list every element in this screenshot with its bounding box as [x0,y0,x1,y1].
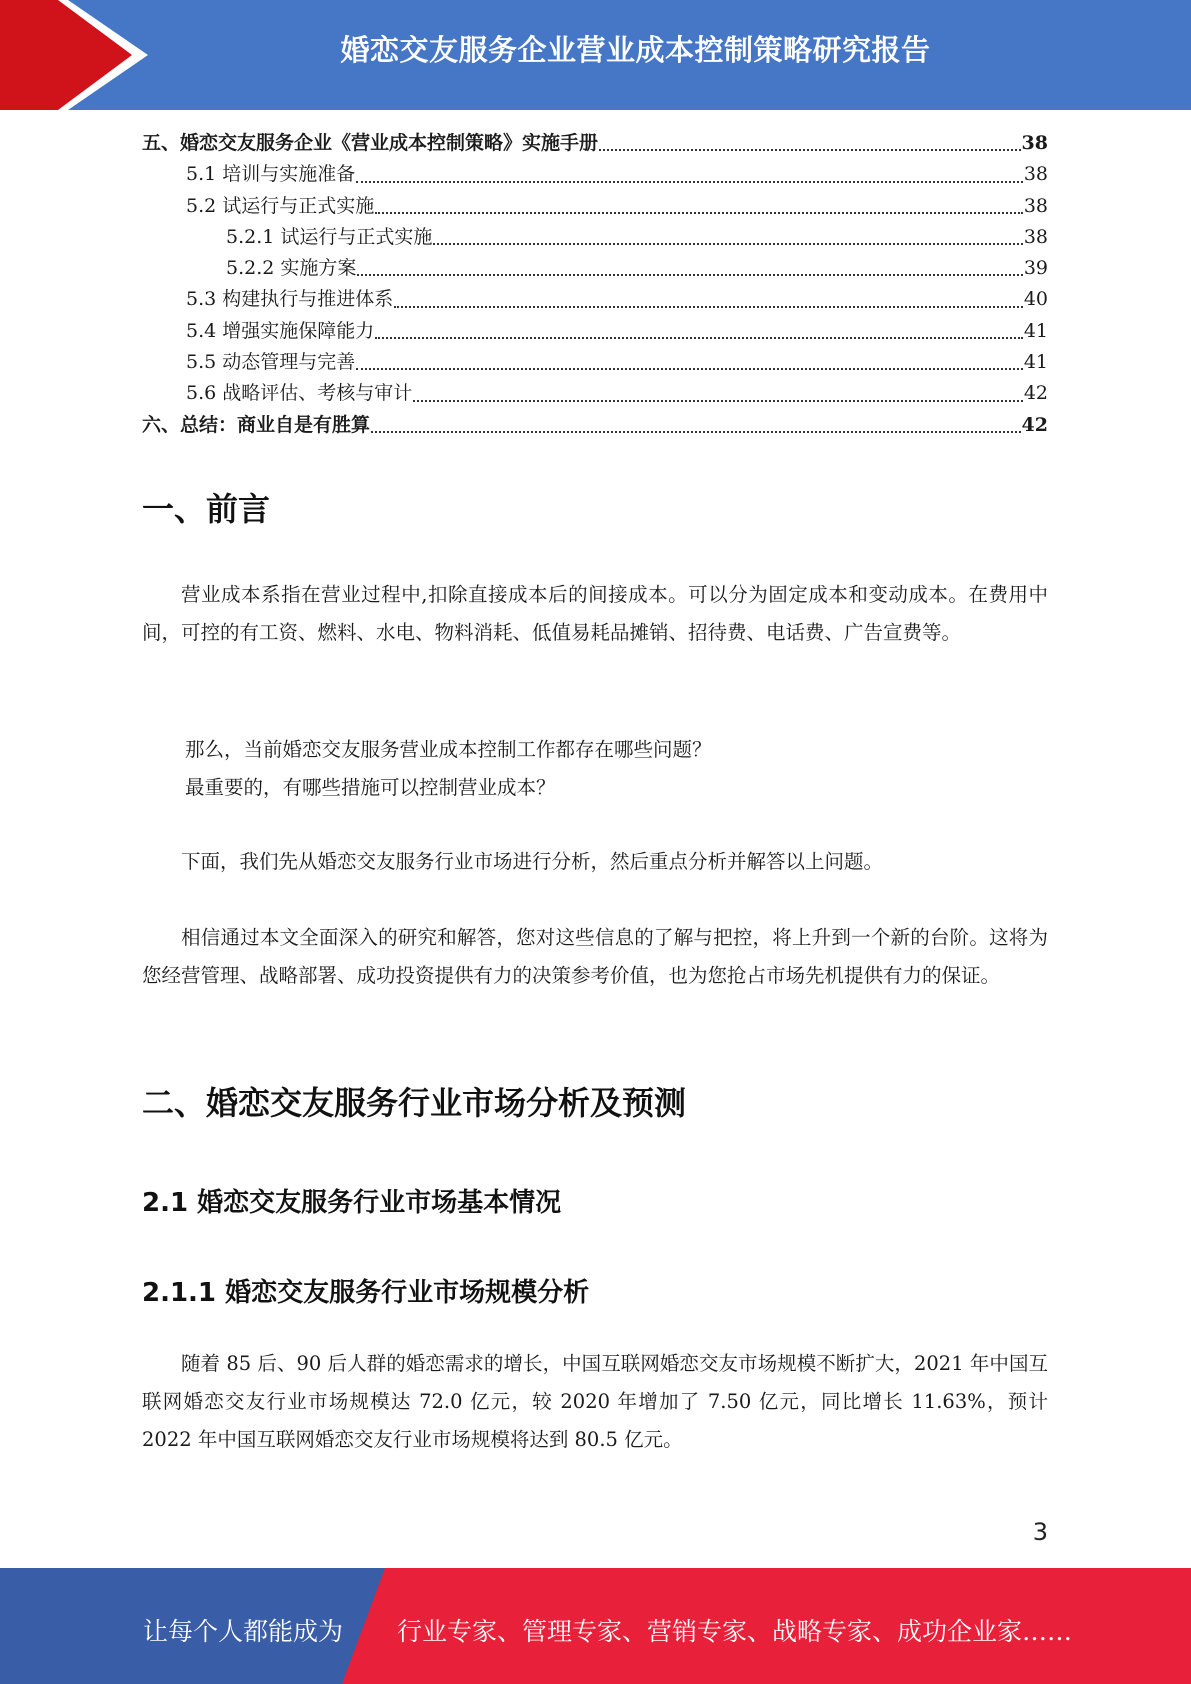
toc-entry-title: 5.3 构建执行与推进体系 [186,288,394,311]
toc-entry-page: 39 [1023,257,1048,280]
toc-entry-page: 38 [1023,194,1048,217]
toc-entry-page: 38 [1023,163,1048,186]
preface-question-2: 最重要的，有哪些措施可以控制营业成本？ [185,776,556,799]
toc-entry-title: 5.4 增强实施保障能力 [186,319,375,342]
toc-entry[interactable] [142,191,1048,222]
footer-slogan-right: 行业专家、管理专家、营销专家、战略专家、成功企业家…… [397,1617,1073,1646]
toc-entry-title: 五、婚恋交友服务企业《营业成本控制策略》实施手册 [142,132,599,154]
toc-entry-title: 5.2.1 试运行与正式实施 [226,225,433,248]
toc-leader-dots [375,337,1023,339]
preface-paragraph-3: 相信通过本文全面深入的研究和解答，您对这些信息的了解与把控，将上升到一个新的台阶。这将为您经营管理、战略部署、成功投资提供有力的决策参考价值，也为您抢占市场先机提供有力的保证。 [142,926,1048,987]
toc-entry-page: 42 [1023,382,1048,405]
toc-leader-dots [375,212,1023,214]
toc-entry-page: 41 [1023,319,1048,342]
toc-leader-dots [413,400,1023,402]
subsection-heading-basic: 2.1 婚恋交友服务行业市场基本情况 [142,1188,562,1218]
footer-slogan-left: 让每个人都能成为 [143,1617,344,1646]
report-title: 婚恋交友服务企业营业成本控制策略研究报告 [340,33,931,67]
report-header [0,0,1191,110]
toc-entry[interactable] [142,378,1048,409]
toc-leader-dots [356,181,1023,183]
toc-leader-dots [433,243,1022,245]
preface-paragraph-1: 营业成本系指在营业过程中,扣除直接成本后的间接成本。可以分为固定成本和变动成本。在费用中间，可控的有工资、燃料、水电、物料消耗、低值易耗品摊销、招待费、电话费、广告宣费等。 [142,583,1048,644]
subsection-heading-scale: 2.1.1 婚恋交友服务行业市场规模分析 [142,1278,590,1308]
toc-leader-dots [394,306,1023,308]
toc-entry-page: 40 [1023,288,1048,311]
table-of-contents [142,128,1048,441]
toc-entry[interactable] [142,222,1048,253]
toc-leader-dots [356,368,1023,370]
report-footer [0,1568,1191,1684]
toc-entry-page: 42 [1021,413,1048,436]
toc-entry-page: 41 [1023,351,1048,374]
toc-entry-title: 六、总结：商业自是有胜算 [142,413,371,436]
toc-entry[interactable] [142,410,1048,441]
toc-entry-title: 5.5 动态管理与完善 [186,351,356,374]
page-number: 3 [1032,1518,1048,1546]
toc-entry[interactable] [142,316,1048,347]
toc-entry[interactable] [142,347,1048,378]
toc-entry[interactable] [142,128,1048,159]
toc-entry[interactable] [142,159,1048,190]
toc-entry[interactable] [142,253,1048,284]
toc-leader-dots [599,149,1021,151]
preface-question-1: 那么，当前婚恋交友服务营业成本控制工作都存在哪些问题？ [185,738,712,761]
toc-entry-title: 5.1 培训与实施准备 [186,163,356,186]
toc-entry-title: 5.6 战略评估、考核与审计 [186,382,413,405]
preface-paragraph-2: 下面，我们先从婚恋交友服务行业市场进行分析，然后重点分析并解答以上问题。 [181,850,884,873]
toc-leader-dots [371,431,1021,433]
toc-entry-page: 38 [1023,225,1048,248]
section-heading-market: 二、婚恋交友服务行业市场分析及预测 [142,1084,687,1122]
header-chevron-icon [0,0,160,110]
toc-entry-title: 5.2.2 实施方案 [226,257,357,280]
toc-leader-dots [357,274,1022,276]
toc-entry-page: 38 [1021,132,1048,154]
toc-entry[interactable] [142,284,1048,315]
scale-paragraph: 随着 85 后、90 后人群的婚恋需求的增长，中国互联网婚恋交友市场规模不断扩大，2021 年中国互联网婚恋交友行业市场规模达 72.0 亿元，较 2020 年增加了 7.50 亿元，同比增长 11.63%，预计 2022 年中国互联网婚恋交友行业市场规模将达到 80.5 亿元。 [142,1352,1048,1451]
toc-entry-title: 5.2 试运行与正式实施 [186,194,375,217]
section-heading-preface: 一、前言 [142,490,271,528]
